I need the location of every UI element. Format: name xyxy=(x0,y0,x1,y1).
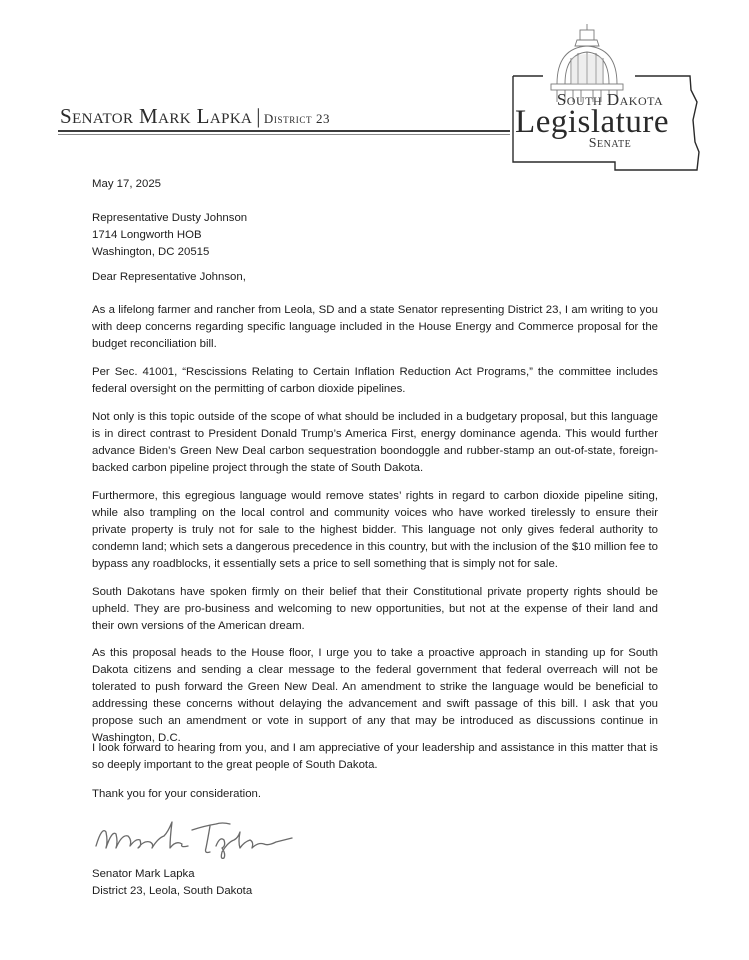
logo-state-name: South Dakota xyxy=(556,90,664,109)
signature-block xyxy=(92,866,658,900)
recipient-address xyxy=(92,210,658,261)
body-paragraph-2: Per Sec. 41001, “Rescissions Relating to Certain Inflation Reduction Act Programs,” the committee includes federal oversight on the permitting of carbon dioxide pipelines. xyxy=(92,366,658,395)
senator-name: Senator Mark Lapka xyxy=(60,104,253,128)
closing: Thank you for your consideration. xyxy=(92,788,262,800)
body-paragraph-7: I look forward to hearing from you, and I am appreciative of your leadership and assistance in this matter that is so deeply important to the great people of South Dakota. xyxy=(92,742,658,771)
recipient-address-line2: Washington, DC 20515 xyxy=(92,246,210,258)
salutation: Dear Representative Johnson, xyxy=(92,271,246,283)
letter-date: May 17, 2025 xyxy=(92,178,162,190)
body-paragraph-5: South Dakotans have spoken firmly on their belief that their Constitutional private property rights should be upheld. They are pro-business and welcoming to new opportunities, but not at the expense of their land and their own versions of the American dream. xyxy=(92,586,658,632)
district-label: District 23 xyxy=(263,111,331,126)
body-paragraph-1: As a lifelong farmer and rancher from Leola, SD and a state Senator representing District 23, I am writing to you with deep concerns regarding specific language included in the House Energy and Commerce proposal for the budget reconciliation bill. xyxy=(92,304,658,350)
recipient-address-line1: 1714 Longworth HOB xyxy=(92,229,202,241)
body-paragraph-6: As this proposal heads to the House floor, I urge you to take a proactive approach in standing up for South Dakota citizens and sending a clear message to the federal government that federal overreach will not be tolerated to push forward the Green New Deal. An amendment to strike the language would be beneficial to addressing these concerns without delaying the advancement and swift passage of this bill. I ask that you propose such an amendment or vote in support of any that may be introduced as discussions continue in Washington, D.C. xyxy=(92,647,658,744)
letterhead xyxy=(60,104,330,129)
body-paragraph-3: Not only is this topic outside of the scope of what should be included in a budgetary proposal, but this language is in direct contrast to President Donald Trump’s America First, energy dominance agenda. This would further advance Biden’s Green New Deal carbon sequestration boondoggle and rubber-stamp an out-of-state, foreign-backed carbon pipeline project through the state of South Dakota. xyxy=(92,411,658,474)
legislature-logo xyxy=(485,24,725,174)
body-paragraph-4: Furthermore, this egregious language would remove states’ rights in regard to carbon dioxide pipeline siting, while also trampling on the local control and community voices who have worked tirelessly to ensure their private property is truly not for sale to the highest bidder. This language not only gives federal authority to condemn land; which sets a dangerous precedence in this country, but with the inclusion of the $10 million fee to bypass any roadblocks, it essentially sets a price to sell something that is simply not for sale. xyxy=(92,490,658,570)
handwritten-signature xyxy=(92,812,312,862)
logo-legislature: Legislature xyxy=(515,104,669,140)
letterhead-rule-thin xyxy=(58,134,510,135)
recipient-name: Representative Dusty Johnson xyxy=(92,212,248,224)
letterhead-separator: | xyxy=(256,104,261,128)
signature-location: District 23, Leola, South Dakota xyxy=(92,885,253,897)
letterhead-rule xyxy=(58,130,510,132)
signature-name: Senator Mark Lapka xyxy=(92,868,195,880)
logo-chamber: Senate xyxy=(588,136,632,151)
